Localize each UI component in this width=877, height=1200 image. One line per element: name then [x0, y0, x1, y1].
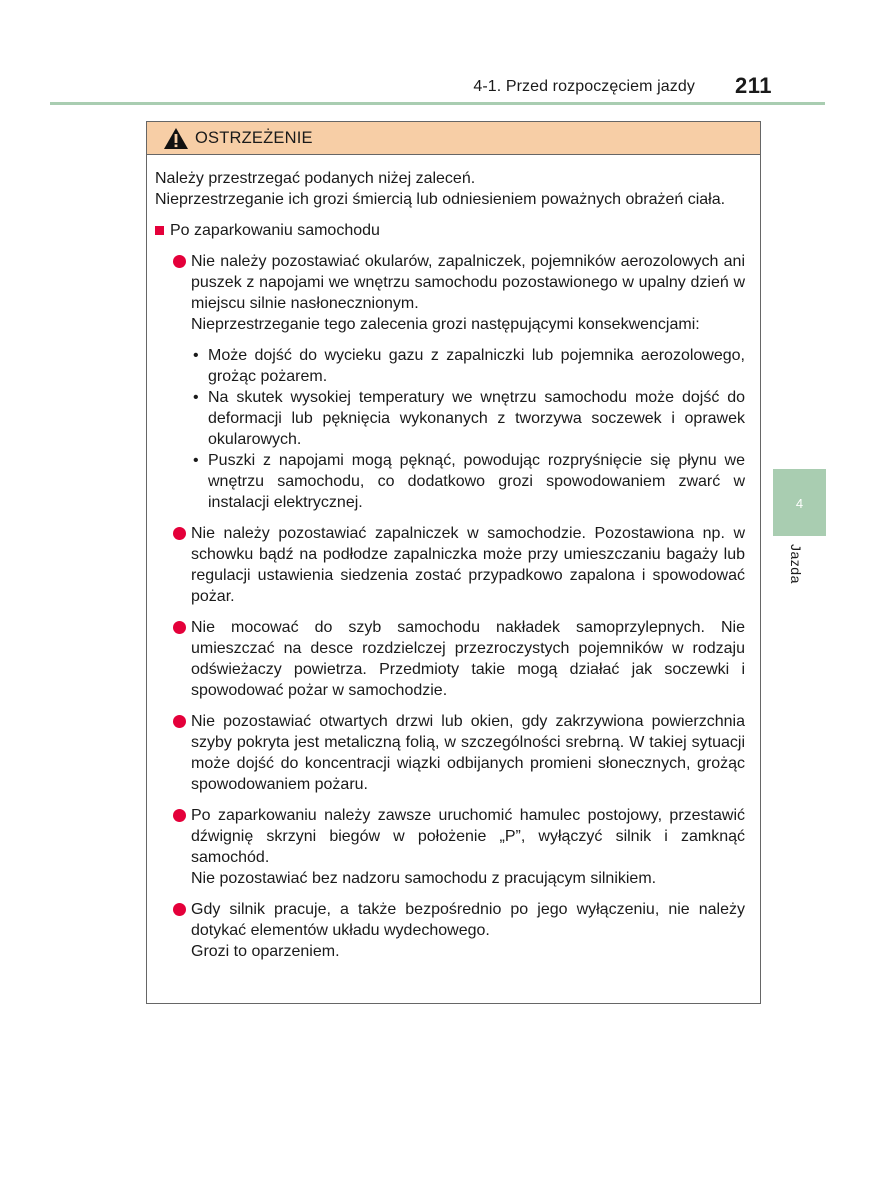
- section-heading-text: Po zaparkowaniu samochodu: [170, 222, 380, 239]
- warning-box: [146, 121, 761, 1004]
- chapter-tab[interactable]: [773, 469, 826, 536]
- sub-item-text: Na skutek wysokiej temperatury we wnętrzu samochodu może dojść do deformacji lub pęknięcia wykonanych z tworzywa soczewek i oprawek okularowych.: [208, 389, 745, 448]
- warning-header: [147, 122, 760, 155]
- item-text: Nie mocować do szyb samochodu nakładek samoprzylepnych. Nie umieszczać na desce rozdzielczej przezroczystych pojemników w rodzaju odświeżaczy powietrza. Przedmioty takie mogą działać jak soczewki i spowodować pożar w samochodzie.: [191, 619, 745, 699]
- page-number: 211: [735, 73, 772, 98]
- item-note: Nieprzestrzeganie tego zalecenia grozi następującymi konsekwencjami:: [191, 316, 700, 333]
- sub-list-item: • Puszki z napojami mogą pęknąć, powodując rozpryśnięcie się płynu we wnętrzu samochodu, co dodatkowo grozi spowodowaniem zwarć w instalacji elektrycznej.: [193, 452, 745, 511]
- section-title: 4-1. Przed rozpoczęciem jazdy: [473, 78, 695, 95]
- chapter-number: 4: [795, 496, 804, 511]
- header-divider: [50, 102, 825, 105]
- red-bullet-icon: [173, 621, 186, 634]
- item-text: Gdy silnik pracuje, a także bezpośrednio po jego wyłączeniu, nie należy dotykać elementów układu wydechowego.: [191, 901, 745, 939]
- sub-item-text: Może dojść do wycieku gazu z zapalniczki lub pojemnika aerozolowego, grożąc pożarem.: [208, 347, 745, 385]
- sub-item-text: Puszki z napojami mogą pęknąć, powodując rozpryśnięcie się płynu we wnętrzu samochodu, co dodatkowo grozi spowodowaniem zwarć w instalacji elektrycznej.: [208, 452, 745, 511]
- red-bullet-icon: [173, 255, 186, 268]
- red-bullet-icon: [173, 809, 186, 822]
- red-bullet-icon: [173, 715, 186, 728]
- warning-title: OSTRZEŻENIE: [195, 128, 313, 147]
- sub-list-item: • Może dojść do wycieku gazu z zapalniczki lub pojemnika aerozolowego, grożąc pożarem.: [193, 347, 745, 385]
- list-item: [155, 899, 745, 962]
- item-text: Nie należy pozostawiać okularów, zapalniczek, pojemników aerozolowych ani puszek z napojami we wnętrzu samochodu pozostawionego w upalny dzień w miejscu silnie nasłonecznionym.: [191, 253, 745, 312]
- item-note: Nie pozostawiać bez nadzoru samochodu z pracującym silnikiem.: [191, 870, 657, 887]
- sub-list: [191, 345, 745, 513]
- list-item: [155, 523, 745, 607]
- list-item: [155, 251, 745, 513]
- section-heading: [155, 220, 745, 241]
- warning-triangle-icon: [163, 127, 189, 150]
- sub-list-item: • Na skutek wysokiej temperatury we wnętrzu samochodu może dojść do deformacji lub pęknięcia wykonanych z tworzywa soczewek i oprawek okularowych.: [193, 389, 745, 448]
- item-text: Nie pozostawiać otwartych drzwi lub okien, gdy zakrzywiona powierzchnia szyby pokryta jest metaliczną folią, w szczególności srebrną. W takiej sytuacji może dojść do koncentracji wiązki odbijanych promieni słonecznych, grożąc spowodowaniem pożaru.: [191, 713, 745, 793]
- item-text: Po zaparkowaniu należy zawsze uruchomić hamulec postojowy, przestawić dźwignię skrzyni biegów w położenie „P”, wyłączyć silnik i zamknąć samochód.: [191, 807, 745, 866]
- red-bullet-icon: [173, 527, 186, 540]
- list-item: [155, 711, 745, 795]
- chapter-label: Jazda: [788, 544, 804, 584]
- item-text: Nie należy pozostawiać zapalniczek w samochodzie. Pozostawiona np. w schowku bądź na podłodze zapalniczka może przy umieszczaniu bagaży lub regulacji ustawienia siedzenia zostać przypadkowo zapalona i spowodować pożar.: [191, 525, 745, 605]
- list-item: [155, 805, 745, 889]
- item-note: Grozi to oparzeniem.: [191, 943, 340, 960]
- intro-line: Należy przestrzegać podanych niżej zaleceń.: [155, 170, 476, 187]
- warning-intro: [155, 168, 745, 210]
- red-bullet-icon: [173, 903, 186, 916]
- warning-content: [147, 155, 760, 962]
- red-square-icon: [155, 226, 164, 235]
- list-item: [155, 617, 745, 701]
- intro-line: Nieprzestrzeganie ich grozi śmiercią lub odniesieniem poważnych obrażeń ciała.: [155, 191, 726, 208]
